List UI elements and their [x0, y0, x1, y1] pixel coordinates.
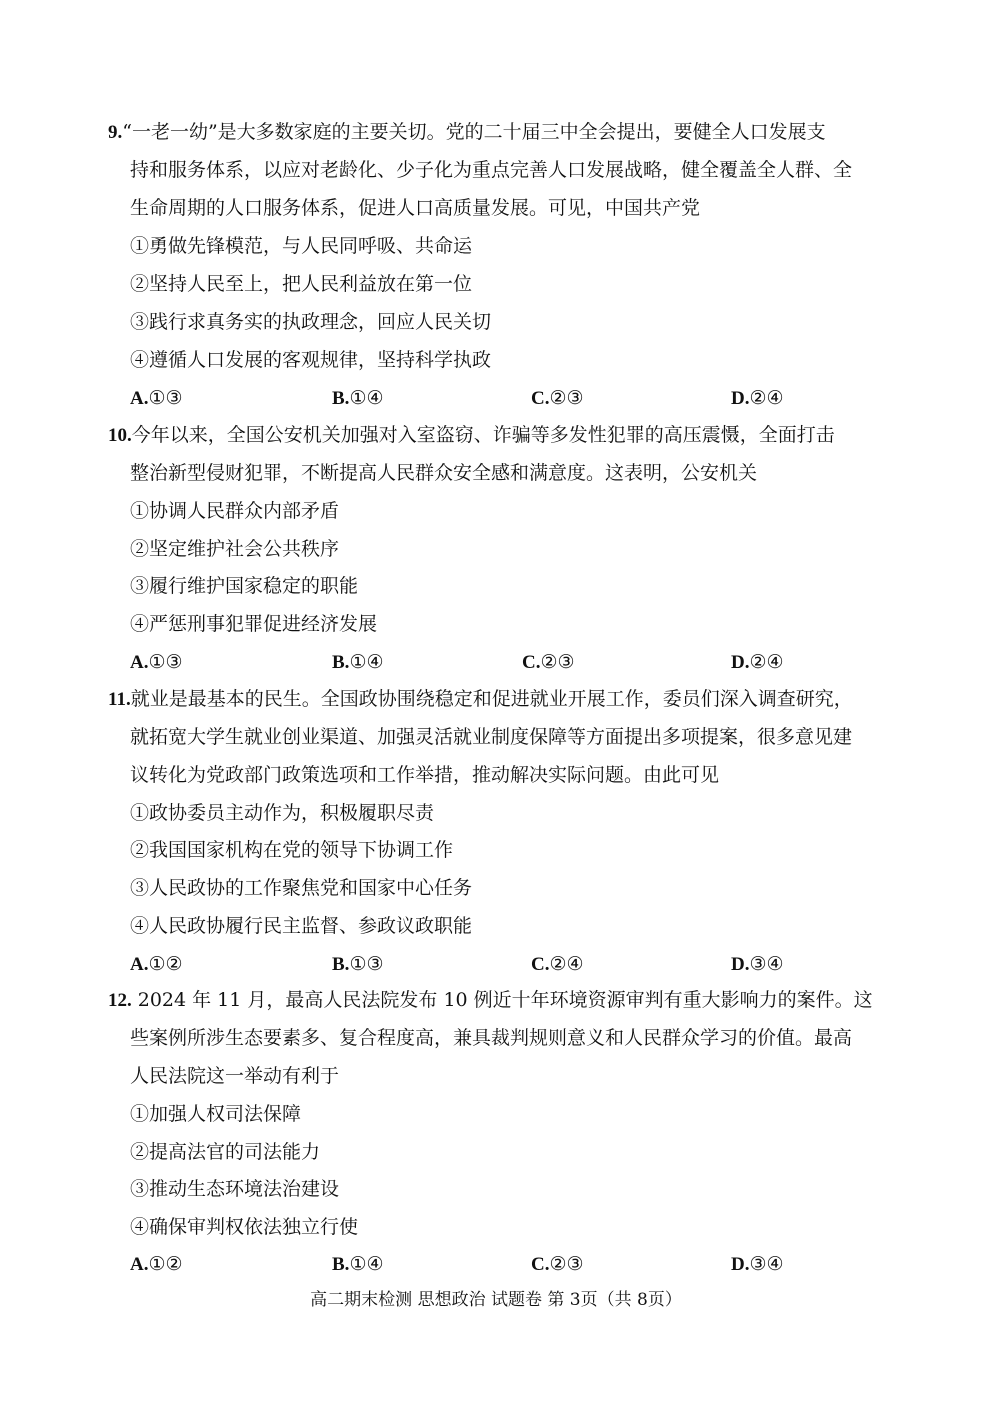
question-stem-line: 持和服务体系，以应对老龄化、少子化为重点完善人口发展战略，健全覆盖全人群、全 — [130, 159, 853, 181]
question-number: 9. — [108, 122, 123, 143]
option-item: ①政协委员主动作为，积极履职尽责 — [130, 802, 435, 824]
question-stem-line: 生命周期的人口服务体系，促进人口高质量发展。可见，中国共产党 — [130, 197, 701, 219]
option-item: ①勇做先锋模范，与人民同呼吸、共命运 — [130, 235, 473, 257]
option-item: ①加强人权司法保障 — [130, 1103, 302, 1125]
question-stem-line: 议转化为党政部门政策选项和工作举措，推动解决实际问题。由此可见 — [130, 764, 720, 786]
choice-a: A.①③ — [130, 651, 183, 673]
option-item: ②坚定维护社会公共秩序 — [130, 538, 340, 560]
option-item: ④严惩刑事犯罪促进经济发展 — [130, 613, 378, 635]
question-stem-line: 人民法院这一举动有利于 — [130, 1065, 340, 1087]
question-stem-line: 10.今年以来，全国公安机关加强对入室盗窃、诈骗等多发性犯罪的高压震慑，全面打击 — [108, 424, 835, 446]
choice-b: B.①③ — [332, 953, 384, 975]
choice-d: D.②④ — [731, 387, 784, 409]
question-stem-line: 整治新型侵财犯罪，不断提高人民群众安全感和满意度。这表明，公安机关 — [130, 462, 758, 484]
choice-d: D.③④ — [731, 953, 784, 975]
page-footer: 高二期末检测 思想政治 试题卷 第 3页（共 8页） — [310, 1290, 682, 1310]
question-stem-line: 就拓宽大学生就业创业渠道、加强灵活就业制度保障等方面提出多项提案，很多意见建 — [130, 726, 853, 748]
option-item: ④遵循人口发展的客观规律，坚持科学执政 — [130, 349, 492, 371]
choice-b: B.①④ — [332, 651, 384, 673]
choice-a: A.①③ — [130, 387, 183, 409]
option-item: ①协调人民群众内部矛盾 — [130, 500, 340, 522]
choice-b: B.①④ — [332, 387, 384, 409]
choice-c: C.②③ — [531, 1253, 584, 1275]
option-item: ④确保审判权依法独立行使 — [130, 1216, 359, 1238]
option-item: ③践行求真务实的执政理念，回应人民关切 — [130, 311, 492, 333]
option-item: ②我国国家机构在党的领导下协调工作 — [130, 839, 454, 861]
question-number: 12. — [108, 990, 132, 1011]
question-stem-line: 些案例所涉生态要素多、复合程度高，兼具裁判规则意义和人民群众学习的价值。最高 — [130, 1027, 853, 1049]
option-item: ③履行维护国家稳定的职能 — [130, 575, 359, 597]
option-item: ②坚持人民至上，把人民利益放在第一位 — [130, 273, 473, 295]
question-stem-line: 9.“一老一幼”是大多数家庭的主要关切。党的二十届三中全会提出，要健全人口发展支 — [108, 121, 826, 143]
question-number: 11. — [108, 689, 131, 710]
option-item: ④人民政协履行民主监督、参政议政职能 — [130, 915, 473, 937]
option-item: ②提高法官的司法能力 — [130, 1141, 321, 1163]
choice-c: C.②④ — [531, 953, 584, 975]
choice-d: D.③④ — [731, 1253, 784, 1275]
question-stem-line: 12. 2024 年 11 月，最高人民法院发布 10 例近十年环境资源审判有重大影响力的案件。这 — [108, 989, 873, 1011]
choice-b: B.①④ — [332, 1253, 384, 1275]
question-stem-line: 11.就业是最基本的民生。全国政协围绕稳定和促进就业开展工作，委员们深入调查研究， — [108, 688, 853, 710]
option-item: ③人民政协的工作聚焦党和国家中心任务 — [130, 877, 473, 899]
option-item: ③推动生态环境法治建设 — [130, 1178, 340, 1200]
choice-a: A.①② — [130, 953, 183, 975]
choice-a: A.①② — [130, 1253, 183, 1275]
question-number: 10. — [108, 425, 132, 446]
choice-c: C.②③ — [522, 651, 575, 673]
choice-d: D.②④ — [731, 651, 784, 673]
choice-c: C.②③ — [531, 387, 584, 409]
